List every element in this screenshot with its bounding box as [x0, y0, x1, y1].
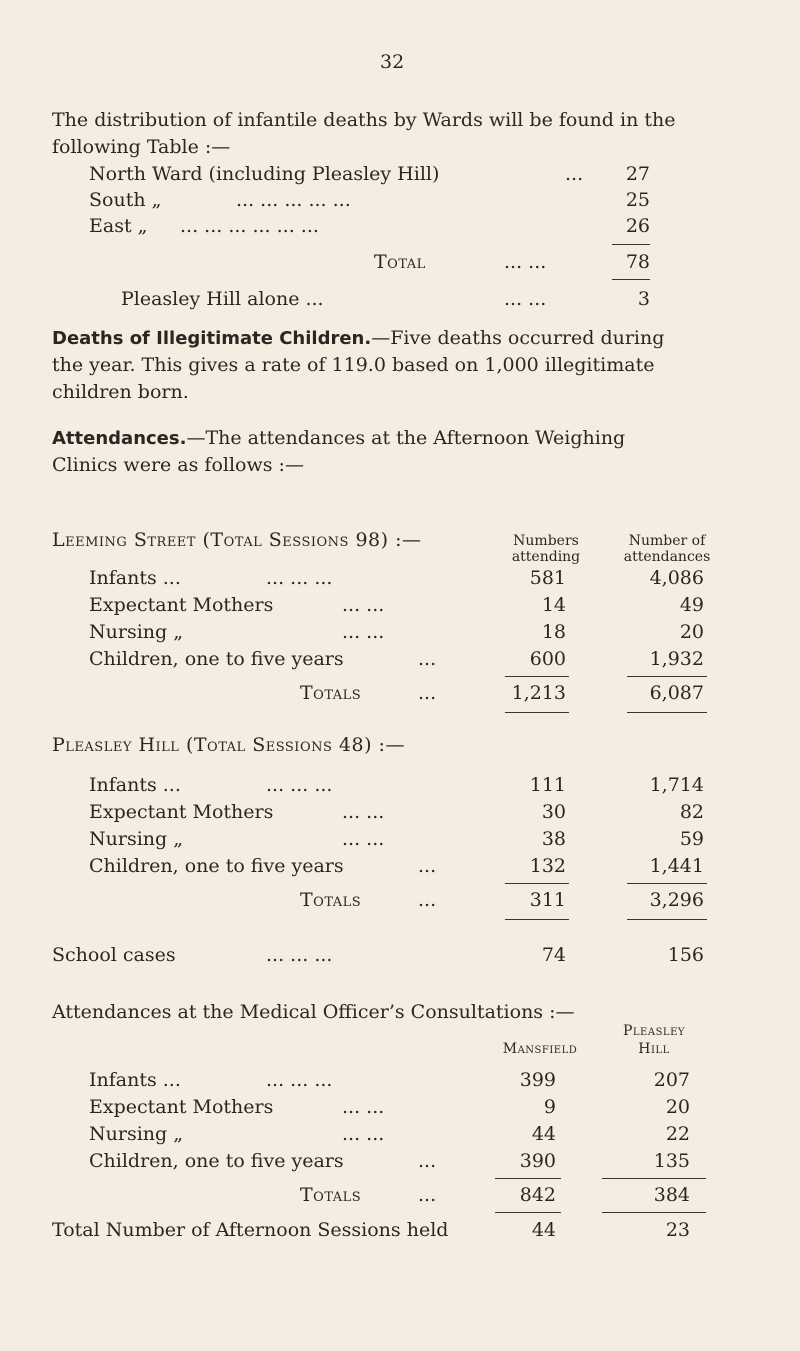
table-row-label: Expectant Mothers [89, 1096, 274, 1118]
sum-rule [495, 1178, 561, 1179]
table-row-dots: ... ... [342, 801, 385, 823]
table-row-dots: ... ... ... [266, 774, 333, 796]
table-cell: 9 [543, 1096, 556, 1118]
table-cell: 20 [679, 621, 704, 643]
table-cell: 22 [665, 1123, 690, 1145]
leeming-title: Leeming Street (Total Sessions 98) :— [52, 529, 422, 551]
sum-rule [627, 919, 707, 920]
totals-cell: 6,087 [649, 682, 704, 704]
sum-rule [627, 712, 707, 713]
leeming-col2-header: Number of [628, 533, 706, 549]
ward-row-label: North Ward (including Pleasley Hill) [89, 163, 440, 185]
pleasley-alone-dots: ... ... [504, 288, 547, 310]
table-row-label: Nursing „ [89, 828, 184, 850]
table-cell: 135 [653, 1150, 690, 1172]
sum-rule [627, 676, 707, 677]
table-row-dots: ... ... [342, 828, 385, 850]
medical-col1-header: Mansfield [502, 1041, 578, 1057]
totals-cell: 3,296 [649, 889, 704, 911]
wards-intro-line2: following Table :— [52, 136, 231, 158]
table-cell: 111 [529, 774, 566, 796]
wards-total-dots: ... ... [504, 251, 547, 273]
sum-rule [612, 279, 650, 280]
table-row-label: Nursing „ [89, 621, 184, 643]
table-cell: 600 [529, 648, 566, 670]
totals-cell: 1,213 [511, 682, 566, 704]
table-cell: 74 [541, 944, 566, 966]
ward-row-dots: ... ... ... ... ... [236, 189, 351, 211]
attendances-text-line1: —The attendances at the Afternoon Weighing [186, 427, 626, 449]
sum-rule [612, 244, 650, 245]
wards-total-label: Total [374, 251, 426, 273]
table-row-label: Infants ... [89, 774, 181, 796]
ward-row-label: East „ [89, 215, 148, 237]
table-cell: 1,714 [649, 774, 704, 796]
attendances-paragraph [52, 425, 742, 479]
table-cell: 59 [679, 828, 704, 850]
totals-cell: 384 [653, 1184, 690, 1206]
table-cell: 132 [529, 855, 566, 877]
sum-rule [495, 1212, 561, 1213]
table-cell: 44 [531, 1123, 556, 1145]
school-cases-dots: ... ... ... [266, 944, 333, 966]
table-cell: 581 [529, 567, 566, 589]
attendances-heading: Attendances. [52, 428, 187, 449]
sum-rule [602, 1178, 706, 1179]
illegitimate-text-line2: the year. This gives a rate of 119.0 based on 1,000 illegitimate [52, 354, 655, 376]
table-row-dots: ... ... ... [266, 567, 333, 589]
medical-col2-header: Hill [638, 1041, 670, 1057]
wards-intro-line1: The distribution of infantile deaths by Wards will be found in the [52, 109, 676, 131]
totals-label: Totals [300, 682, 362, 704]
table-cell: 1,932 [649, 648, 704, 670]
table-cell: 38 [541, 828, 566, 850]
page-number: 32 [380, 51, 405, 73]
illegitimate-heading: Deaths of Illegitimate Children. [52, 328, 372, 349]
sessions-label: Total Number of Afternoon Sessions held [52, 1219, 449, 1241]
leeming-col2-header: attendances [623, 549, 711, 565]
illegitimate-paragraph [52, 325, 742, 406]
table-row-dots: ... ... [342, 594, 385, 616]
wards-total-value: 78 [625, 251, 650, 273]
sessions-cell: 23 [665, 1219, 690, 1241]
table-cell: 4,086 [649, 567, 704, 589]
table-row-label: Nursing „ [89, 1123, 184, 1145]
table-row-label: Children, one to five years [89, 648, 344, 670]
table-cell: 156 [667, 944, 704, 966]
table-cell: 18 [541, 621, 566, 643]
table-cell: 14 [541, 594, 566, 616]
sum-rule [602, 1212, 706, 1213]
ward-row-dots: ... [565, 163, 584, 185]
table-cell: 1,441 [649, 855, 704, 877]
pleasley-title: Pleasley Hill (Total Sessions 48) :— [52, 734, 405, 756]
table-row-dots: ... [418, 648, 437, 670]
table-row-label: Infants ... [89, 567, 181, 589]
table-row-dots: ... ... [342, 1096, 385, 1118]
table-row-dots: ... ... [342, 621, 385, 643]
medical-title: Attendances at the Medical Officer’s Consultations :— [52, 1001, 575, 1023]
table-row-label: Expectant Mothers [89, 801, 274, 823]
totals-cell: 842 [519, 1184, 556, 1206]
sum-rule [505, 712, 569, 713]
totals-label: Totals [300, 1184, 362, 1206]
pleasley-alone-label: Pleasley Hill alone ... [121, 288, 324, 310]
totals-cell: 311 [529, 889, 566, 911]
ward-row-value: 26 [625, 215, 650, 237]
table-cell: 82 [679, 801, 704, 823]
ward-row-value: 25 [625, 189, 650, 211]
table-row-label: Infants ... [89, 1069, 181, 1091]
table-cell: 30 [541, 801, 566, 823]
table-cell: 207 [653, 1069, 690, 1091]
attendances-text-line2: Clinics were as follows :— [52, 454, 304, 476]
totals-label: Totals [300, 889, 362, 911]
totals-dots: ... [418, 1184, 437, 1206]
table-row-dots: ... ... ... [266, 1069, 333, 1091]
sum-rule [505, 883, 569, 884]
sum-rule [627, 883, 707, 884]
pleasley-alone-value: 3 [637, 288, 650, 310]
medical-col2-header: Pleasley [623, 1023, 685, 1039]
table-row-label: Children, one to five years [89, 1150, 344, 1172]
table-cell: 20 [665, 1096, 690, 1118]
table-cell: 390 [519, 1150, 556, 1172]
school-cases-label: School cases [52, 944, 176, 966]
sum-rule [505, 676, 569, 677]
table-row-dots: ... [418, 1150, 437, 1172]
leeming-col1-header: attending [511, 549, 581, 565]
ward-row-label: South „ [89, 189, 162, 211]
sum-rule [505, 919, 569, 920]
table-cell: 49 [679, 594, 704, 616]
sessions-cell: 44 [531, 1219, 556, 1241]
table-row-dots: ... [418, 855, 437, 877]
ward-row-value: 27 [625, 163, 650, 185]
table-cell: 399 [519, 1069, 556, 1091]
illegitimate-text-line1: —Five deaths occurred during [371, 327, 665, 349]
table-row-label: Children, one to five years [89, 855, 344, 877]
table-row-label: Expectant Mothers [89, 594, 274, 616]
ward-row-dots: ... ... ... ... ... ... [180, 215, 319, 237]
totals-dots: ... [418, 682, 437, 704]
table-row-dots: ... ... [342, 1123, 385, 1145]
totals-dots: ... [418, 889, 437, 911]
leeming-col1-header: Numbers [513, 533, 579, 549]
illegitimate-text-line3: children born. [52, 381, 189, 403]
